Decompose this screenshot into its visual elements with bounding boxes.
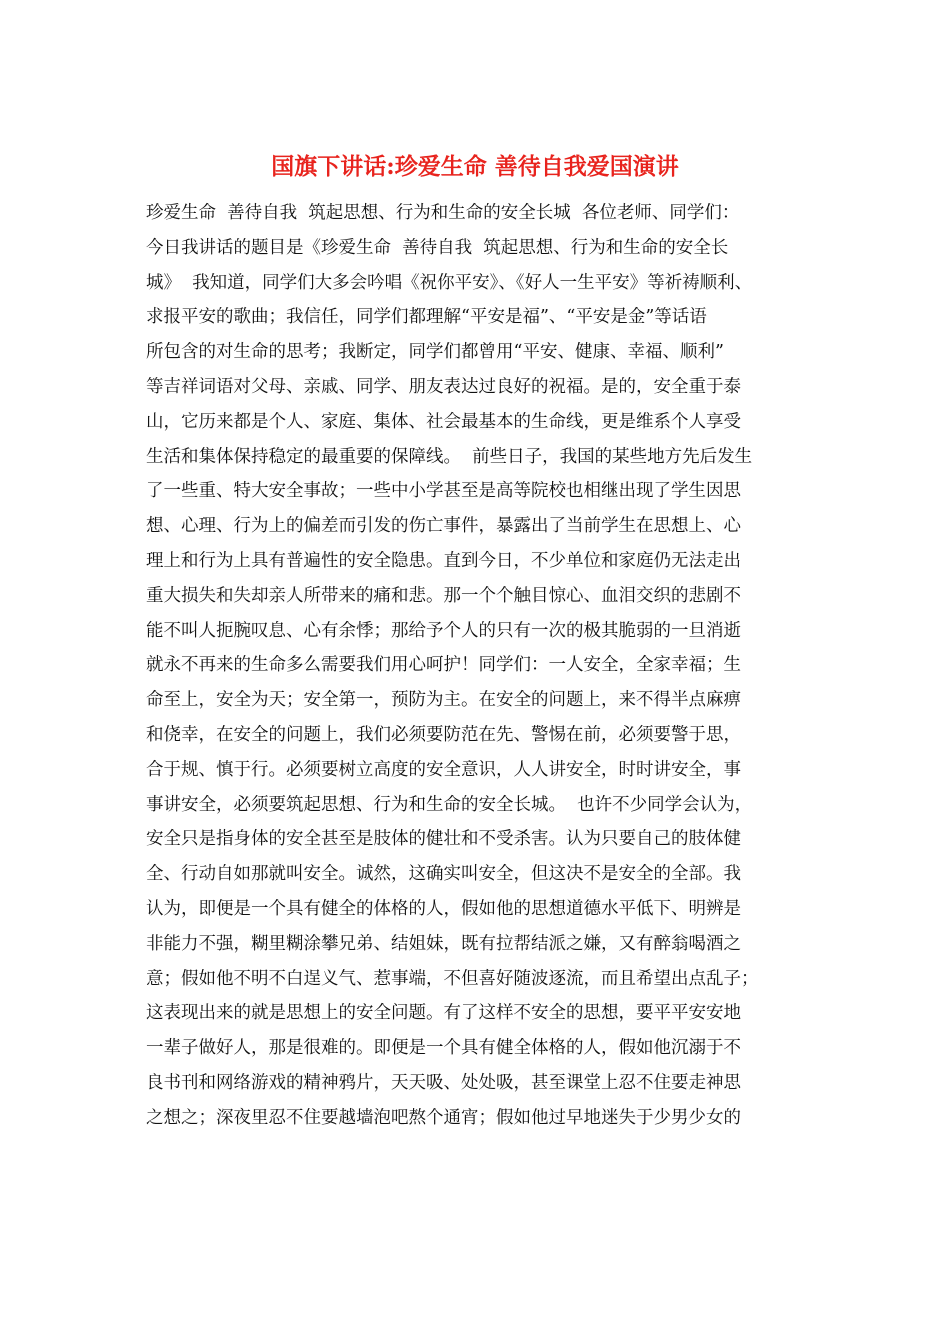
- paragraph-line: 认为，即便是一个具有健全的体格的人，假如他的思想道德水平低下、明辨是: [146, 898, 741, 919]
- paragraph-line: 意；假如他不明不白逞义气、惹事端，不但喜好随波逐流，而且希望出点乱子；: [146, 968, 759, 989]
- paragraph-line: 想、心理、行为上的偏差而引发的伤亡事件，暴露出了当前学生在思想上、心: [146, 516, 741, 537]
- paragraph-line: 理上和行为上具有普遍性的安全隐患。直到今日，不少单位和家庭仍无法走出: [146, 550, 741, 571]
- paragraph-line: 一辈子做好人，那是很难的。即便是一个具有健全体格的人，假如他沉溺于不: [146, 1038, 741, 1059]
- paragraph-line: 事讲安全，必须要筑起思想、行为和生命的安全长城。 也许不少同学会认为，: [146, 794, 753, 815]
- paragraph-line: 全、行动自如那就叫安全。诚然，这确实叫安全，但这决不是安全的全部。我: [146, 864, 741, 885]
- paragraph-line: 求报平安的歌曲；我信任，同学们都理解“平安是福”、“平安是金”等话语: [146, 307, 707, 328]
- paragraph-line: 这表现出来的就是思想上的安全问题。有了这样不安全的思想，要平平安安地: [146, 1003, 741, 1024]
- paragraph-line: 珍爱生命 善待自我 筑起思想、行为和生命的安全长城 各位老师、同学们：: [146, 203, 740, 223]
- paragraph-line: 城》 我知道，同学们大多会吟唱《祝你平安》、《好人一生平安》等祈祷顺利、: [146, 272, 753, 293]
- paragraph-line: 重大损失和失却亲人所带来的痛和悲。那一个个触目惊心、血泪交织的悲剧不: [146, 585, 741, 606]
- paragraph-line: 能不叫人扼腕叹息、心有余悸；那给予个人的只有一次的极其脆弱的一旦消逝: [146, 620, 741, 641]
- paragraph-line: 等吉祥词语对父母、亲戚、同学、朋友表达过良好的祝福。是的，安全重于泰: [146, 376, 741, 397]
- paragraph-line: 非能力不强，糊里糊涂攀兄弟、结姐妹，既有拉帮结派之嫌，又有醉翁喝酒之: [146, 933, 741, 954]
- paragraph-line: 命至上，安全为天；安全第一，预防为主。在安全的问题上，来不得半点麻痹: [146, 690, 741, 711]
- paragraph-line: 山，它历来都是个人、家庭、集体、社会最基本的生命线，更是维系个人享受: [146, 411, 741, 432]
- paragraph-line: 所包含的对生命的思考；我断定，同学们都曾用“平安、健康、幸福、顺利”: [146, 342, 724, 363]
- paragraph-line: 合于规、慎于行。必须要树立高度的安全意识，人人讲安全，时时讲安全，事: [146, 759, 741, 780]
- paragraph-line: 和侥幸，在安全的问题上，我们必须要防范在先、警惕在前，必须要警于思，: [146, 724, 741, 745]
- paragraph-line: 了一些重、特大安全事故；一些中小学甚至是高等院校也相继出现了学生因思: [146, 481, 741, 502]
- paragraph-line: 就永不再来的生命多么需要我们用心呵护！同学们：一人安全，全家幸福；生: [146, 655, 741, 676]
- paragraph-line: 之想之；深夜里忍不住要越墙泡吧熬个通宵；假如他过早地迷失于少男少女的: [146, 1107, 741, 1128]
- document-title: 国旗下讲话:珍爱生命 善待自我爱国演讲: [271, 153, 679, 180]
- paragraph-line: 生活和集体保持稳定的最重要的保障线。 前些日子，我国的某些地方先后发生: [146, 446, 753, 467]
- paragraph-line: 良书刊和网络游戏的精神鸦片，天天吸、处处吸，甚至课堂上忍不住要走神思: [146, 1072, 741, 1093]
- paragraph-line: 安全只是指身体的安全甚至是肢体的健壮和不受杀害。认为只要自己的肢体健: [146, 829, 741, 850]
- paragraph-line: 今日我讲话的题目是《珍爱生命 善待自我 筑起思想、行为和生命的安全长: [146, 237, 729, 258]
- document-body: [146, 196, 836, 1136]
